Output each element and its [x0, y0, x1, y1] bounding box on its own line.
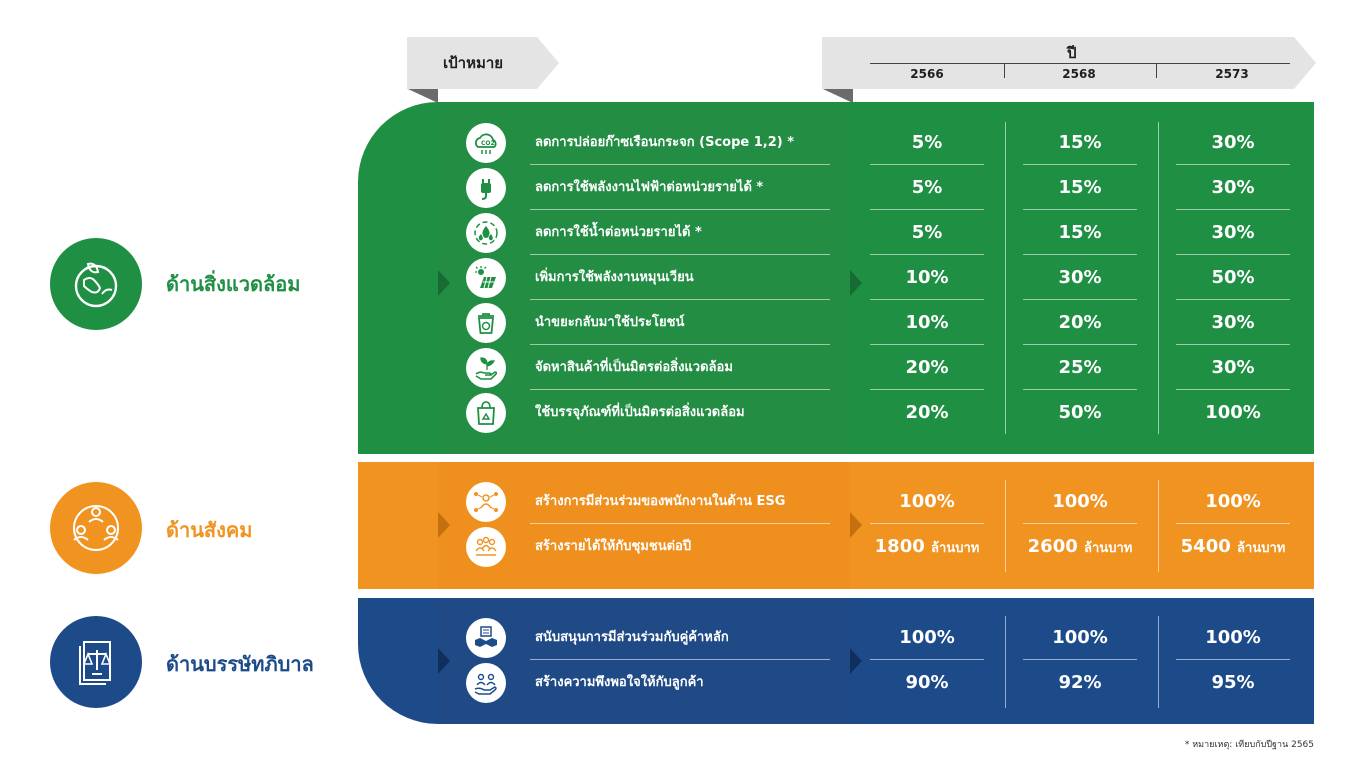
value-2568: 15% [1058, 222, 1102, 243]
value-unit: ล้านบาท [931, 541, 980, 556]
year-divider [1156, 64, 1157, 78]
value-amount: 1800 [874, 536, 925, 557]
goal-label: สนับสนุนการมีส่วนร่วมกับคู่ค้าหลัก [535, 630, 729, 645]
table-row [358, 165, 1314, 210]
goal-label: ลดการใช้พลังงานไฟฟ้าต่อหน่วยรายได้ * [535, 180, 764, 195]
value-2566: 5% [911, 222, 943, 243]
value-2566: 5% [911, 132, 943, 153]
environment-band [358, 102, 1314, 454]
goal-header-label: เป้าหมาย [443, 54, 504, 72]
table-row [358, 300, 1314, 345]
value-2568: 15% [1058, 132, 1102, 153]
year-header-label: ปี [1067, 44, 1077, 62]
social-category-label: ด้านสังคม [166, 518, 253, 542]
year-divider [1004, 64, 1005, 78]
year-2568: 2568 [1062, 67, 1096, 81]
employee-network-icon [466, 482, 506, 522]
solar-panel-icon [466, 258, 506, 298]
social-band [358, 462, 1314, 589]
value-2566: 90% [905, 672, 949, 693]
people-circle-icon [66, 498, 126, 558]
goal-label: เพิ่มการใช้พลังงานหมุนเวียน [535, 270, 694, 285]
value-2573: 30% [1211, 222, 1255, 243]
value-2566: 100% [899, 491, 955, 512]
value-2568: 100% [1052, 491, 1108, 512]
governance-category-label: ด้านบรรษัทภิบาล [166, 652, 314, 676]
svg-text:CO2: CO2 [481, 140, 495, 147]
value-2573: 50% [1211, 267, 1255, 288]
recycle-bin-icon [466, 303, 506, 343]
earth-leaf-icon [66, 254, 126, 314]
social-category-icon [50, 482, 142, 574]
table-row [358, 210, 1314, 255]
table-row [358, 345, 1314, 390]
goal-label: สร้างการมีส่วนร่วมของพนักงานในด้าน ESG [535, 494, 786, 509]
value-amount: 2600 [1027, 536, 1078, 557]
value-2573: 30% [1211, 312, 1255, 333]
water-drops-icon [466, 213, 506, 253]
governance-band [358, 598, 1314, 724]
goal-header-fold [408, 89, 438, 103]
table-row [358, 255, 1314, 300]
goal-label: ลดการใช้น้ำต่อหน่วยรายได้ * [535, 225, 702, 240]
value-2573: 100% [1205, 491, 1261, 512]
goal-header-tab [407, 37, 537, 89]
value-2568: 30% [1058, 267, 1102, 288]
environment-category-icon [50, 238, 142, 330]
goal-label: สร้างรายได้ให้กับชุมชนต่อปี [535, 539, 692, 554]
value-2568 [1023, 524, 1137, 569]
value-unit: ล้านบาท [1237, 541, 1286, 556]
value-2566: 20% [905, 357, 949, 378]
community-group-icon [466, 527, 506, 567]
co2-cloud-icon [466, 123, 506, 163]
scales-book-icon [66, 632, 126, 692]
value-2566: 100% [899, 627, 955, 648]
value-2566: 10% [905, 267, 949, 288]
goal-header-arrow [537, 37, 559, 89]
value-2568: 100% [1052, 627, 1108, 648]
year-header-tab [822, 37, 1294, 89]
table-row [358, 524, 1314, 569]
goal-label: นำขยะกลับมาใช้ประโยชน์ [535, 315, 685, 330]
year-2566: 2566 [910, 67, 944, 81]
value-2568: 92% [1058, 672, 1102, 693]
handshake-icon [466, 618, 506, 658]
value-2573: 100% [1205, 402, 1261, 423]
year-2573: 2573 [1215, 67, 1249, 81]
value-2573: 30% [1211, 357, 1255, 378]
value-2568: 50% [1058, 402, 1102, 423]
year-header-rule [870, 63, 1290, 64]
value-2573: 30% [1211, 177, 1255, 198]
recycle-bag-icon [466, 393, 506, 433]
year-header-fold [823, 89, 853, 103]
value-2573: 100% [1205, 627, 1261, 648]
value-amount: 5400 [1180, 536, 1231, 557]
goal-label: ใช้บรรจุภัณฑ์ที่เป็นมิตรต่อสิ่งแวดล้อม [535, 405, 745, 420]
value-2566: 20% [905, 402, 949, 423]
hand-plant-icon [466, 348, 506, 388]
customer-satisfaction-icon [466, 663, 506, 703]
year-header-arrow [1294, 37, 1316, 89]
table-row [358, 615, 1314, 660]
value-2568: 15% [1058, 177, 1102, 198]
value-2573: 95% [1211, 672, 1255, 693]
goal-label: ลดการปล่อยก๊าซเรือนกระจก (Scope 1,2) * [535, 135, 795, 150]
value-2568: 20% [1058, 312, 1102, 333]
table-row [358, 479, 1314, 524]
value-2568: 25% [1058, 357, 1102, 378]
goal-label: จัดหาสินค้าที่เป็นมิตรต่อสิ่งแวดล้อม [535, 360, 733, 375]
value-2566 [870, 524, 984, 569]
value-unit: ล้านบาท [1084, 541, 1133, 556]
value-2573 [1176, 524, 1290, 569]
table-row [358, 390, 1314, 435]
governance-category-icon [50, 616, 142, 708]
table-row [358, 660, 1314, 705]
goal-label: สร้างความพึงพอใจให้กับลูกค้า [535, 675, 704, 690]
value-2573: 30% [1211, 132, 1255, 153]
value-2566: 10% [905, 312, 949, 333]
environment-category-label: ด้านสิ่งแวดล้อม [166, 272, 301, 296]
value-2566: 5% [911, 177, 943, 198]
footnote: * หมายเหตุ: เทียบกับปีฐาน 2565 [1184, 740, 1314, 750]
table-row [358, 120, 1314, 165]
electric-plug-icon [466, 168, 506, 208]
